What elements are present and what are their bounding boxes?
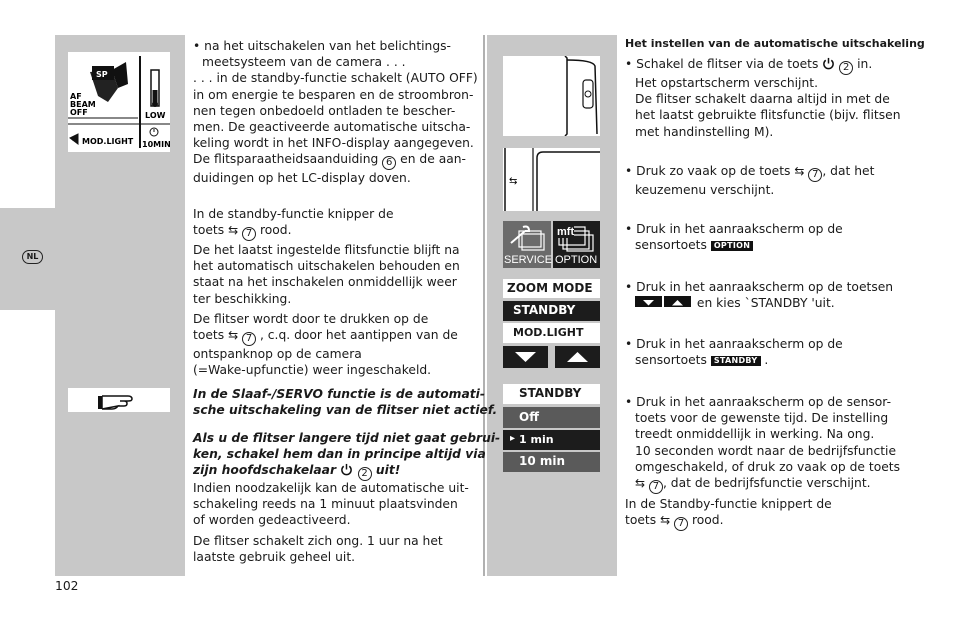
tenmin-label: 10MIN xyxy=(142,140,170,149)
low-label: LOW xyxy=(145,111,166,120)
section-heading: Het instellen van de automatische uitschakeling xyxy=(625,37,925,50)
power-icon xyxy=(340,463,353,476)
paragraph-one-hour: De flitser schakelt zich ong. 1 uur na het laatste gebruik geheel uit. xyxy=(193,534,443,565)
step-option: • Druk in het aanraakscherm op de sensortoets OPTION xyxy=(625,222,843,253)
scroll-down-button[interactable] xyxy=(503,346,548,368)
paragraph-one-minute: Indien noodzakelijk kan de automatische uit- schakeling reeds na 1 minuut plaatsvinden of worden gedeactiveerd. xyxy=(193,481,469,528)
standby-option-1-min[interactable]: ▸ 1 min xyxy=(503,430,600,450)
option-label: OPTION xyxy=(555,254,598,266)
paragraph-auto-off: • na het uitschakelen van het belichtings- meetsysteem van de camera . . . . . . in de standby-functie schakelt (AUTO OFF) in om energie te besparen en de stroombron- nen tegen onbedoeld ontladen te bescher- men. De geactiveerde automatische uitscha- keling wordt in het INFO-display aangegeven. De flitsparaatheidsaanduiding 6 en de aan- duidingen op het LC-display doven. xyxy=(193,39,478,186)
flash-back-graphic xyxy=(503,148,600,211)
down-key-icon xyxy=(635,296,662,307)
standby-chip: STANDBY xyxy=(711,356,761,366)
ref-7-marker: 7 xyxy=(808,168,822,182)
beam-label: BEAM xyxy=(70,100,96,109)
wrench-icon xyxy=(503,223,551,253)
standby-title: STANDBY xyxy=(503,384,600,404)
standby-option-off[interactable]: Off xyxy=(503,407,600,428)
note-slave-servo: In de Slaaf-/SERVO functie is de automati- sche uitschakeling van de flitser niet actief. xyxy=(193,387,498,418)
note-main-switch: Als u de flitser langere tijd niet gaat gebrui- ken, schakel hem dan in principe altijd via zijn hoofdschakelaar 2 uit! xyxy=(193,431,501,480)
paragraph-standby-blink: In de standby-functie knipper de toets ⇆ 7 rood. xyxy=(193,207,394,240)
step-standby-key: • Druk in het aanraakscherm op de sensortoets STANDBY . xyxy=(625,337,843,368)
flash-side-illustration xyxy=(503,56,600,136)
menu-item-standby[interactable]: STANDBY xyxy=(503,301,600,321)
sp-label: SP xyxy=(96,70,108,79)
triangle-down-icon xyxy=(503,346,548,368)
language-badge-label: NL xyxy=(26,252,39,261)
paragraph-wake-up: De flitser wordt door te drukken op de toets ⇆ 7 , c.q. door het aantippen van de ontspanknop op de camera (=Wake-upfunctie) weer ingeschakeld. xyxy=(193,312,458,378)
swap-arrows-icon: ⇆ xyxy=(228,328,239,343)
step-switch-on: • Schakel de flitser via de toets 2 in. Het opstartscherm verschijnt. De flitser schakelt daarna altijd in met de het laatst gebruikte flitsfunctie (bijv. flitsen met handinstelling M). xyxy=(625,57,901,139)
mft-label: mft xyxy=(557,226,575,238)
power-button-icon xyxy=(585,91,591,97)
note-box xyxy=(68,388,170,412)
column-divider xyxy=(483,35,485,576)
up-key-icon xyxy=(664,296,691,307)
step-open-menu: • Druk zo vaak op de toets ⇆ 7 , dat het keuzemenu verschijnt. xyxy=(625,164,875,197)
mod-light-icon xyxy=(70,134,78,144)
ref-7-marker: 7 xyxy=(674,517,688,531)
ref-6-marker: 6 xyxy=(382,156,396,170)
off-label: OFF xyxy=(70,108,88,117)
swap-arrows-icon: ⇆ xyxy=(228,223,239,238)
step-select-time: • Druk in het aanraakscherm op de sensor- toets voor de gewenste tijd. De instelling treedt onmiddellijk in werking. Na ong. 10 seconden wordt naar de bedrijfsfunctie omgeschakeld, of druk zo vaak op de toets ⇆ 7 , dat de bedrijfsfunctie verschijnt. xyxy=(625,395,901,493)
triangle-up-icon xyxy=(555,346,600,368)
paragraph-retained-function: De het laatst ingestelde flitsfunctie blijft na het automatisch uitschakelen behouden en staat na het inschakelen onmiddellijk weer ter beschikking. xyxy=(193,243,460,306)
step-standby-blink: In de Standby-functie knippert de toets ⇆ 7 rood. xyxy=(625,497,832,530)
modlight-label: MOD.LIGHT xyxy=(82,137,134,146)
menu-item-zoom-mode[interactable]: ZOOM MODE xyxy=(503,279,600,298)
flash-back-illustration xyxy=(503,148,600,211)
power-icon xyxy=(822,57,835,70)
service-label: SERVICE xyxy=(504,254,553,266)
ref-2-marker: 2 xyxy=(839,61,853,75)
swap-arrows-icon: ⇆ xyxy=(660,513,671,528)
flash-info-display xyxy=(68,52,170,152)
ref-7-marker: 7 xyxy=(242,332,256,346)
option-button[interactable] xyxy=(553,221,600,268)
flash-side-graphic xyxy=(503,56,600,136)
language-badge xyxy=(22,250,43,264)
swap-key-icon: ⇆ xyxy=(509,176,518,187)
ref-7-marker: 7 xyxy=(649,480,663,494)
page-number: 102 xyxy=(55,579,79,593)
menu-item-mod-light[interactable]: MOD.LIGHT xyxy=(503,323,600,343)
scroll-up-button[interactable] xyxy=(555,346,600,368)
pointing-hand-icon xyxy=(68,388,170,412)
service-button[interactable] xyxy=(503,221,551,268)
standby-option-10-min[interactable]: 10 min xyxy=(503,452,600,472)
af-label: AF xyxy=(70,92,82,101)
ref-2-marker: 2 xyxy=(358,467,372,481)
flash-info-display-graphic xyxy=(68,52,170,152)
swap-arrows-icon: ⇆ xyxy=(635,476,646,491)
swap-arrows-icon: ⇆ xyxy=(794,164,805,178)
selection-arrow-icon: ▸ xyxy=(510,433,516,444)
ref-7-marker: 7 xyxy=(242,227,256,241)
step-choose-standby: • Druk in het aanraakscherm op de toetsen en kies `STANDBY 'uit. xyxy=(625,280,894,311)
option-chip: OPTION xyxy=(711,241,753,251)
